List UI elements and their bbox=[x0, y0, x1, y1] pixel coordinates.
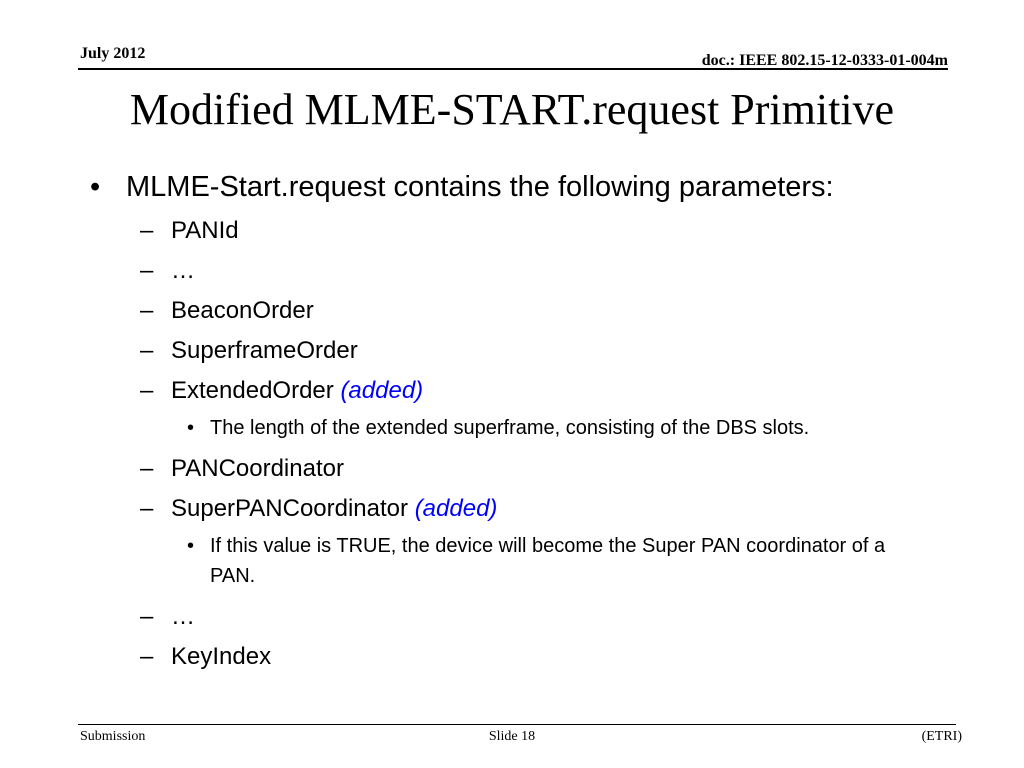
param-label: PANId bbox=[171, 217, 239, 244]
param-label: PANCoordinator bbox=[171, 455, 344, 482]
param-label: … bbox=[171, 257, 195, 284]
added-tag: (added) bbox=[414, 495, 498, 522]
dash-marker: – bbox=[140, 643, 154, 670]
header-doc-id: doc.: IEEE 802.15-12-0333-01-004m bbox=[701, 52, 948, 69]
param-label: SuperPANCoordinator bbox=[171, 495, 409, 522]
bullet-marker: • bbox=[90, 171, 101, 203]
bullet-marker: • bbox=[187, 417, 195, 439]
param-label: KeyIndex bbox=[171, 643, 272, 670]
param-label: SuperframeOrder bbox=[171, 337, 358, 364]
header-date: July 2012 bbox=[80, 45, 146, 62]
header-divider bbox=[78, 68, 948, 70]
param-beacon-order bbox=[90, 291, 980, 331]
dash-marker: – bbox=[140, 217, 154, 244]
dash-marker: – bbox=[140, 495, 154, 522]
footer-organization: (ETRI) bbox=[921, 729, 962, 744]
dash-marker: – bbox=[140, 257, 154, 284]
dash-marker: – bbox=[140, 377, 154, 404]
param-label: … bbox=[171, 603, 195, 630]
param-ellipsis-2 bbox=[90, 597, 980, 637]
bullet-intro bbox=[90, 165, 980, 209]
param-super-pan-coordinator bbox=[90, 489, 980, 529]
slide-title: Modified MLME-START.request Primitive bbox=[129, 85, 895, 134]
param-key-index bbox=[90, 637, 980, 677]
dash-marker: – bbox=[140, 603, 154, 630]
param-panid bbox=[90, 211, 980, 251]
dash-marker: – bbox=[140, 297, 154, 324]
description-text: The length of the extended superframe, consisting of the DBS slots. bbox=[210, 417, 810, 439]
dash-marker: – bbox=[140, 337, 154, 364]
param-label: BeaconOrder bbox=[171, 297, 314, 324]
description-text: If this value is TRUE, the device will become the Super PAN coordinator of a PAN. bbox=[210, 535, 886, 587]
added-tag: (added) bbox=[340, 377, 424, 404]
param-extended-order bbox=[90, 371, 980, 411]
dash-marker: – bbox=[140, 455, 154, 482]
extended-order-description bbox=[90, 413, 980, 443]
bullet-marker: • bbox=[187, 535, 195, 557]
param-pan-coordinator bbox=[90, 449, 980, 489]
footer-divider bbox=[78, 724, 956, 725]
super-pan-coordinator-description bbox=[90, 531, 980, 591]
footer-slide-number: Slide 18 bbox=[488, 729, 536, 744]
param-superframe-order bbox=[90, 331, 980, 371]
footer-submission: Submission bbox=[80, 729, 146, 744]
slide-body bbox=[90, 165, 980, 677]
param-label: ExtendedOrder bbox=[171, 377, 334, 404]
param-ellipsis-1 bbox=[90, 251, 980, 291]
bullet-intro-text: MLME-Start.request contains the following parameters: bbox=[126, 171, 834, 203]
